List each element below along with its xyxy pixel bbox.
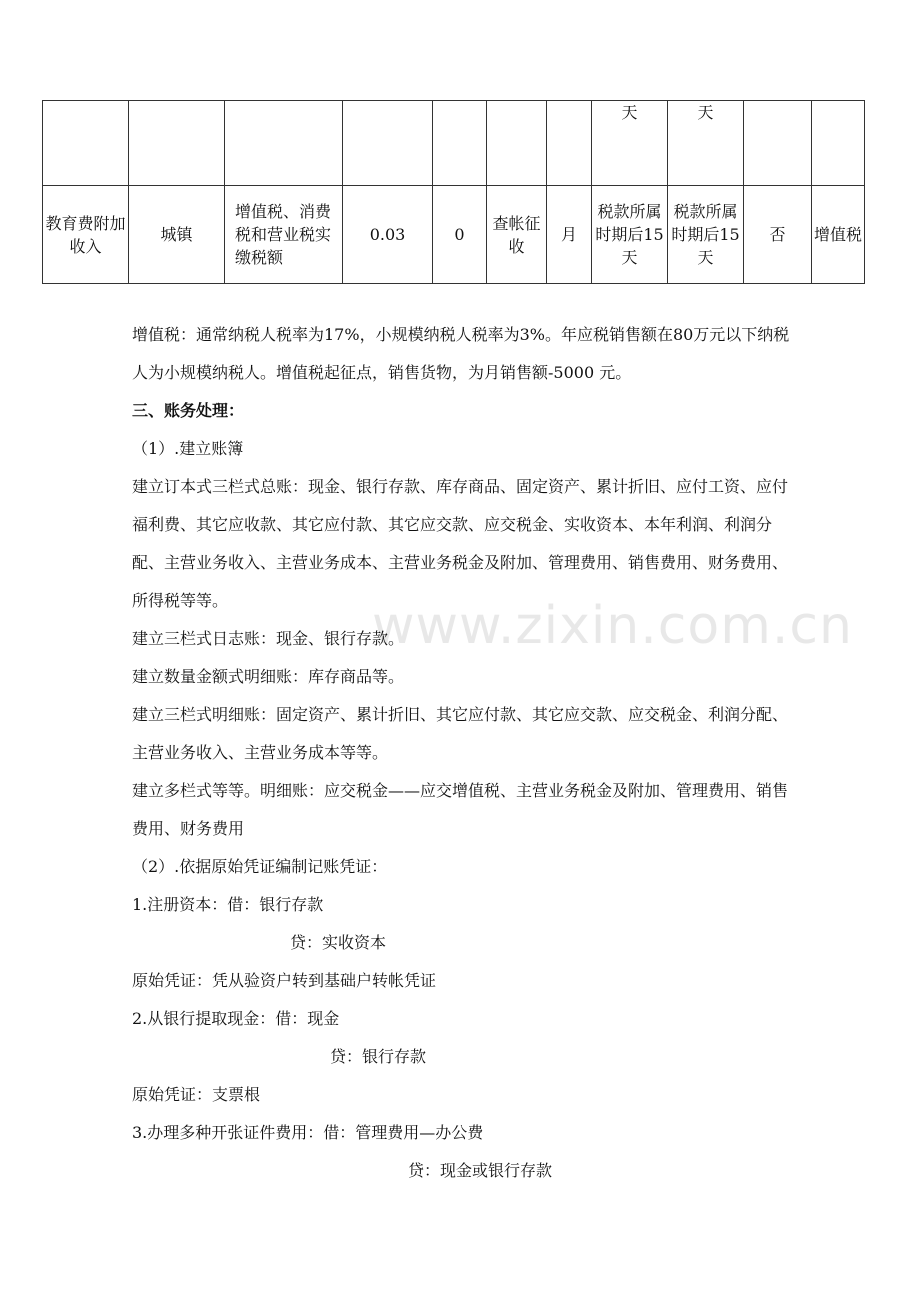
table-cell: 税款所属时期后15天 (668, 186, 744, 284)
watermark: www.zixin.com.cn (372, 596, 853, 656)
table-cell: 否 (744, 186, 812, 284)
paragraph: 原始凭证：支票根 (132, 1085, 261, 1104)
table-cell (812, 101, 865, 186)
credit-line: 贷：银行存款 (330, 1047, 427, 1066)
table-cell: 税款所属时期后15天 (592, 186, 668, 284)
credit-line: 贷：实收资本 (290, 933, 387, 952)
section-heading: 三、账务处理： (132, 401, 245, 420)
entry-line: 2.从银行提取现金：借：现金 (132, 1009, 340, 1028)
table-cell: 天 (668, 101, 744, 186)
table-cell (343, 101, 433, 186)
entry-line: 3.办理多种开张证件费用：借：管理费用—办公费 (132, 1123, 484, 1142)
paragraph: 建立多栏式等等。明细账：应交税金——应交增值税、主营业务税金及附加、管理费用、销售费用、财务费用 (132, 781, 789, 838)
table-cell (43, 101, 129, 186)
table-cell (487, 101, 547, 186)
table-row (43, 101, 865, 186)
paragraph: 建立三栏式日志账：现金、银行存款。 (132, 629, 405, 648)
table-cell (129, 101, 225, 186)
table-cell: 城镇 (129, 186, 225, 284)
table-cell: 增值税 (812, 186, 865, 284)
table-cell (433, 101, 487, 186)
credit-line: 贷：现金或银行存款 (408, 1161, 553, 1180)
entry-line: 1.注册资本：借：银行存款 (132, 895, 324, 914)
table-cell (225, 101, 343, 186)
table-cell: 0.03 (343, 186, 433, 284)
paragraph: 建立三栏式明细账：固定资产、累计折旧、其它应付款、其它应交款、应交税金、利润分配、主营业务收入、主营业务成本等等。 (132, 705, 789, 762)
table-cell (744, 101, 812, 186)
paragraph: 增值税：通常纳税人税率为17%，小规模纳税人税率为3%。年应税销售额在80万元以下纳税人为小规模纳税人。增值税起征点，销售货物，为月销售额-5000 元。 (132, 325, 790, 382)
table-cell: 月 (547, 186, 592, 284)
paragraph: 原始凭证：凭从验资户转到基础户转帐凭证 (132, 971, 437, 990)
table-row (43, 186, 865, 284)
table-cell (547, 101, 592, 186)
table-cell: 0 (433, 186, 487, 284)
table-cell: 增值税、消费税和营业税实缴税额 (225, 186, 343, 284)
tax-table (42, 100, 865, 284)
paragraph: 建立数量金额式明细账：库存商品等。 (132, 667, 405, 686)
paragraph: 建立订本式三栏式总账：现金、银行存款、库存商品、固定资产、累计折旧、应付工资、应付福利费、其它应收款、其它应付款、其它应交款、应交税金、实收资本、本年利润、利润分配、主营业务收入、主营业务成本、主营业务税金及附加、管理费用、销售费用、财务费用、所得税等等。 (132, 477, 789, 610)
table-cell: 教育费附加收入 (43, 186, 129, 284)
document-body (132, 316, 792, 1190)
table-cell: 天 (592, 101, 668, 186)
subheading: （2）.依据原始凭证编制记账凭证： (132, 857, 388, 876)
table-cell: 查帐征收 (487, 186, 547, 284)
subheading: （1）.建立账簿 (132, 439, 244, 458)
